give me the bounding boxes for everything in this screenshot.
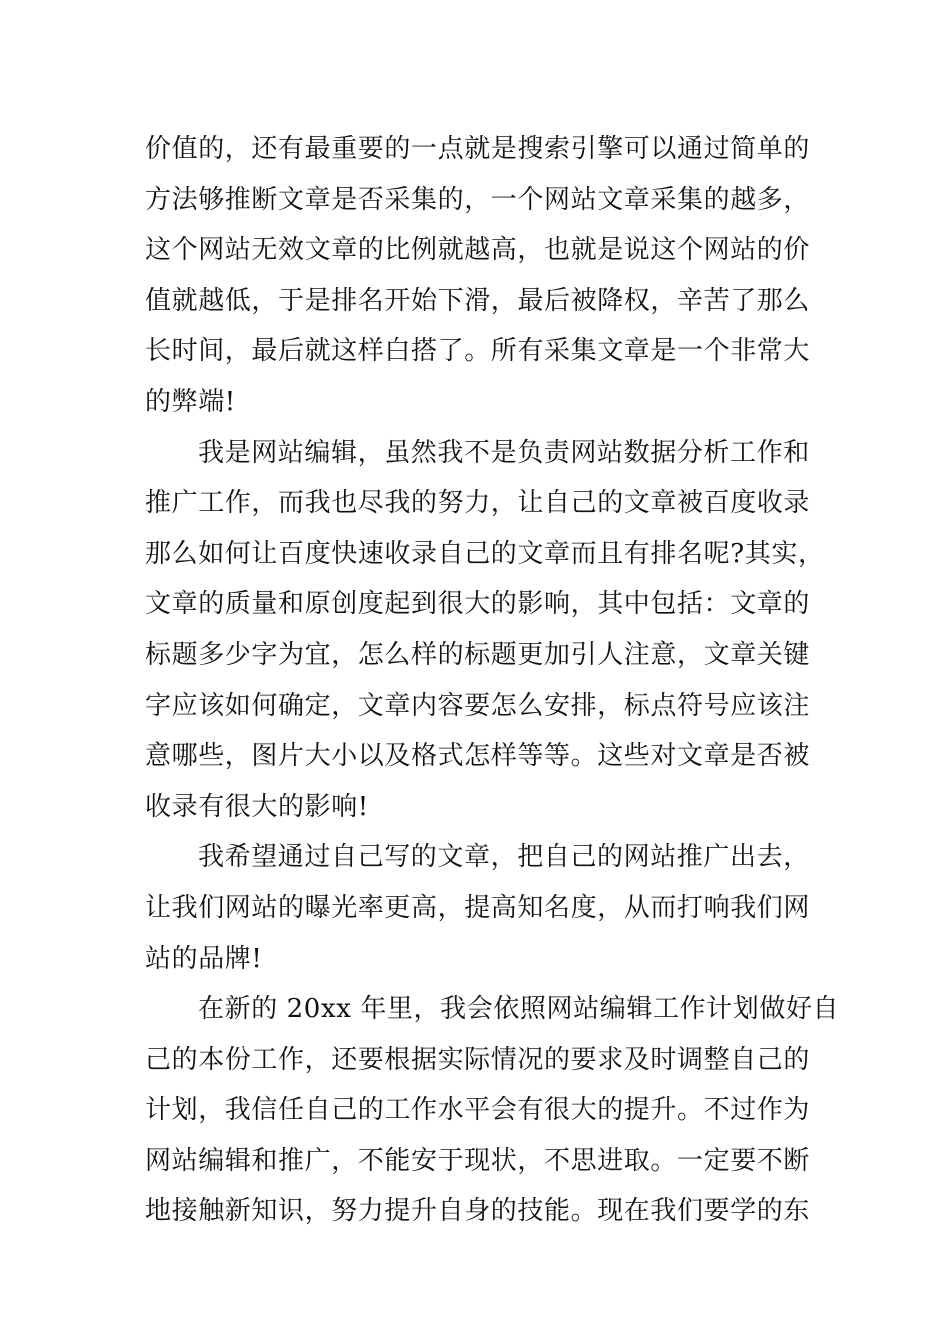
paragraph-line: 我是网站编辑，虽然我不是负责网站数据分析工作和: [198, 437, 810, 468]
paragraph-line: 方法够推断文章是否采集的，一个网站文章采集的越多，: [145, 184, 811, 215]
paragraph-line: 值就越低，于是排名开始下滑，最后被降权，辛苦了那么: [145, 285, 811, 316]
paragraph-2: [145, 428, 825, 833]
paragraph-line: 让我们网站的曝光率更高，提高知名度，从而打响我们网: [145, 892, 811, 923]
paragraph-line: 收录有很大的影响!: [145, 791, 369, 822]
document-body: [145, 124, 840, 1237]
paragraph-line: 推广工作，而我也尽我的努力，让自己的文章被百度收录: [145, 488, 811, 519]
paragraph-line: 我希望通过自己写的文章，把自己的网站推广出去，: [198, 842, 810, 873]
paragraph-line: 计划，我信任自己的工作水平会有很大的提升。不过作为: [145, 1095, 811, 1126]
paragraph-4: [145, 984, 840, 1237]
paragraph-3: [145, 832, 815, 984]
paragraph-1: [145, 124, 815, 428]
paragraph-line: 这个网站无效文章的比例就越高，也就是说这个网站的价: [145, 235, 811, 266]
paragraph-line: 标题多少字为宜，怎么样的标题更加引人注意，文章关键: [145, 639, 811, 670]
paragraph-line: 站的品牌!: [145, 943, 263, 974]
paragraph-line: 的弊端!: [145, 386, 236, 417]
paragraph-line: 字应该如何确定，文章内容要怎么安排，标点符号应该注: [145, 690, 811, 721]
paragraph-line: 己的本份工作，还要根据实际情况的要求及时调整自己的: [145, 1044, 811, 1075]
paragraph-line: 长时间，最后就这样白搭了。所有采集文章是一个非常大: [145, 336, 811, 367]
paragraph-line: 那么如何让百度快速收录自己的文章而且有排名呢?其实，: [145, 538, 825, 569]
paragraph-line: 意哪些，图片大小以及格式怎样等等。这些对文章是否被: [145, 741, 811, 772]
paragraph-line: 网站编辑和推广，不能安于现状，不思进取。一定要不断: [145, 1145, 811, 1176]
paragraph-line: 文章的质量和原创度起到很大的影响，其中包括：文章的: [145, 589, 811, 620]
paragraph-line: 地接触新知识，努力提升自身的技能。现在我们要学的东: [145, 1196, 811, 1227]
paragraph-line: 价值的，还有最重要的一点就是搜索引擎可以通过简单的: [145, 134, 811, 164]
paragraph-line: 在新的 20xx 年里，我会依照网站编辑工作计划做好自: [198, 994, 840, 1025]
